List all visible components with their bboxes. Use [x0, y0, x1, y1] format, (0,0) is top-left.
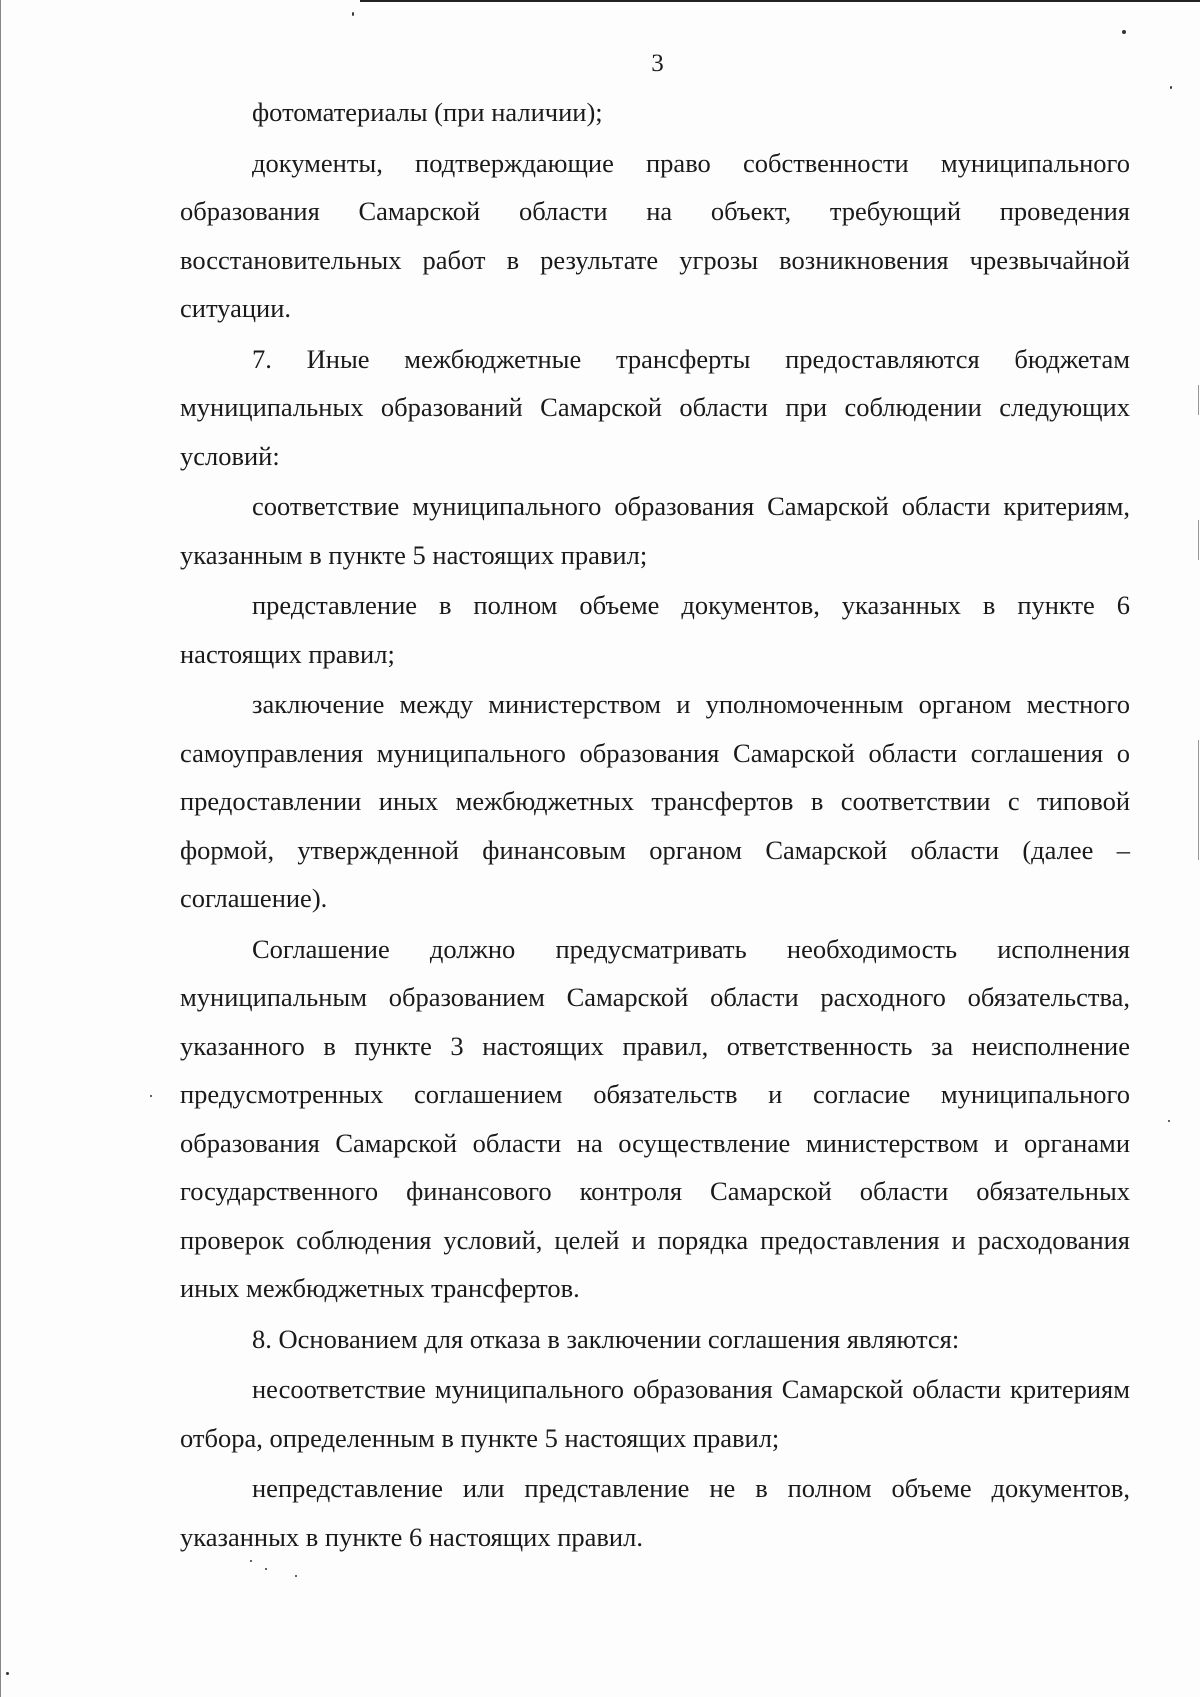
scan-speck: [1170, 86, 1172, 89]
scan-speck: [1198, 740, 1199, 860]
scan-left-edge: [0, 0, 1, 1697]
scan-speck: [295, 1575, 297, 1577]
document-body: [180, 88, 1130, 1563]
scan-speck: [352, 12, 354, 16]
scan-speck: [1198, 520, 1199, 560]
paragraph: непредставление или представление не в полном объеме документов, указанных в пункте 6 настоящих правил.: [180, 1473, 1130, 1552]
paragraph: представление в полном объеме документов, указанных в пункте 6 настоящих правил;: [180, 590, 1130, 669]
scan-speck: [6, 1672, 9, 1675]
paragraph: несоответствие муниципального образования Самарской области критериям отбора, определенным в пункте 5 настоящих правил;: [180, 1374, 1130, 1453]
scan-speck: [265, 1568, 267, 1570]
scan-speck: [1168, 1120, 1170, 1122]
paragraph: 7. Иные межбюджетные трансферты предоставляются бюджетам муниципальных образований Самарской области при соблюдении следующих условий:: [180, 343, 1130, 471]
paragraph: 8. Основанием для отказа в заключении соглашения являются:: [252, 1323, 960, 1354]
scan-speck: [150, 1095, 152, 1097]
paragraph: Соглашение должно предусматривать необходимость исполнения муниципальным образованием Самарской области расходного обязательства, указанного в пункте 3 настоящих правил, ответственность за неисполнение предусмотренных соглашением обязательств и согласие муниципального образования Самарской области на осуществление министерством и органами государственного финансового контроля Самарской области обязательных проверок соблюдения условий, целей и порядка предоставления и расходования иных межбюджетных трансфертов.: [180, 933, 1130, 1303]
scan-top-edge: [360, 0, 1200, 2]
paragraph: фотоматериалы (при наличии);: [252, 97, 603, 127]
paragraph: соответствие муниципального образования Самарской области критериям, указанным в пункте 5 настоящих правил;: [180, 491, 1130, 570]
paragraph: заключение между министерством и уполномоченным органом местного самоуправления муниципального образования Самарской области соглашения о предоставлении иных межбюджетных трансфертов в соответствии с типовой формой, утвержденной финансовым органом Самарской области (далее – соглашение).: [180, 689, 1130, 913]
paragraph: документы, подтверждающие право собственности муниципального образования Самарской области на объект, требующий проведения восстановительных работ в результате угрозы возникновения чрезвычайной ситуации.: [180, 147, 1130, 323]
scan-speck: [1122, 30, 1126, 34]
scan-speck: [250, 1560, 252, 1562]
scan-speck: [1198, 385, 1199, 415]
page-number: 3: [651, 50, 664, 77]
